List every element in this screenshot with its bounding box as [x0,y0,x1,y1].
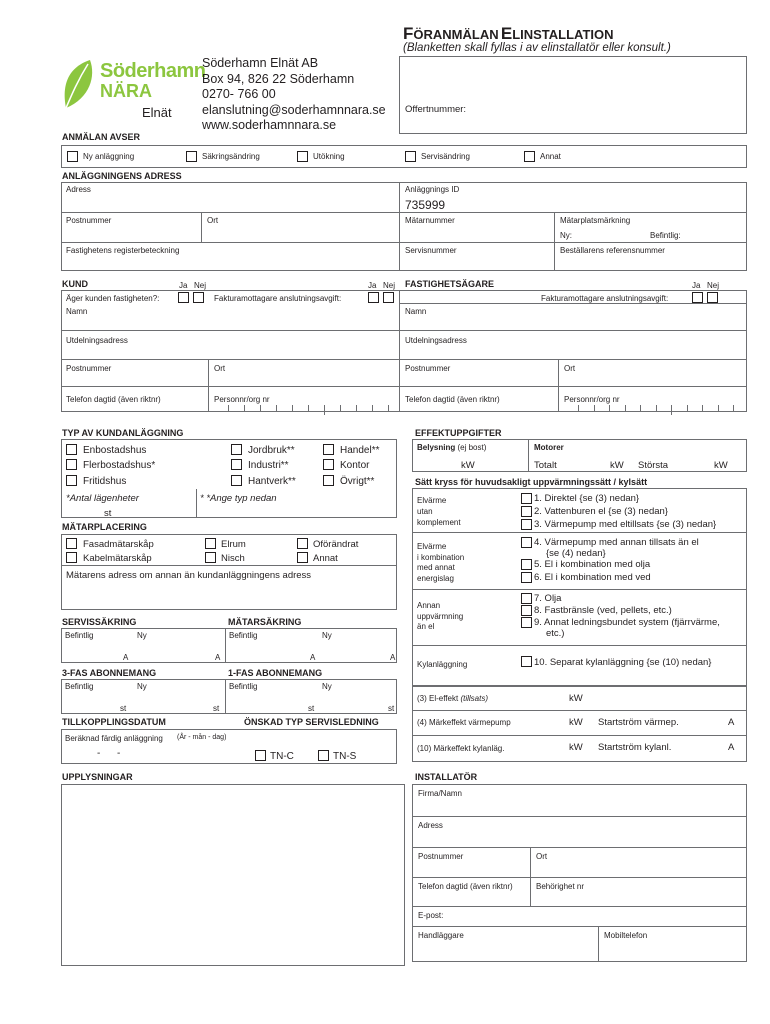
section-servissakring: SERVISSÄKRING [62,617,137,627]
label-beraknad-fardig: Beräknad färdig anläggning [65,734,163,743]
checkbox-flerbostadshus[interactable] [66,459,77,470]
adress-box [61,182,747,271]
personnr-tick [388,405,389,411]
unit-1fas-befintlig: st [308,704,315,713]
label-handel: Handel** [340,445,380,456]
g2-line2: i kombination [417,552,465,562]
agare-ja-label: Ja [692,281,701,290]
unit-3fas-befintlig: st [120,704,127,713]
field-kund-telefon[interactable]: Telefon dagtid (även riktnr) [66,395,161,404]
form-title: FÖRANMÄLAN ELINSTALLATION [403,24,614,43]
checkbox-industri[interactable] [231,459,242,470]
personnr-tick [260,405,261,411]
checkbox-uppv-1[interactable] [521,493,532,504]
label-anlaggnings-id: Anläggnings ID [405,185,460,194]
personnr-tick [609,405,610,411]
ej-bost-text: (ej bost) [457,443,487,452]
label-nisch: Nisch [221,553,245,564]
section-kund: KUND [62,279,88,289]
field-matarens-adress[interactable]: Mätarens adress om annan än kundanläggningens adress [66,570,312,581]
personnr-tick [671,405,672,415]
field-kund-postnummer[interactable]: Postnummer [66,364,112,373]
checkbox-enbostadshus[interactable] [66,444,77,455]
label-kund-fakturamottagare: Fakturamottagare anslutningsavgift: [214,294,342,303]
field-postnummer[interactable]: Postnummer [66,216,112,225]
group-elvarme-kombination [417,542,464,584]
checkbox-agare-faktura-ja[interactable] [692,292,703,303]
label-oforandrat: Oförändrat [313,539,359,550]
unit-3fas-ny: st [213,704,220,713]
company-logo [60,58,206,120]
field-handlaggare[interactable]: Handläggare [418,931,464,940]
personnr-tick [718,405,719,411]
label-uppv-3: 3. Värmepump med eltillsats {se (3) nedan} [534,519,717,530]
personnr-tick [340,405,341,411]
label-flerbostadshus: Flerbostadshus* [83,460,156,471]
label-tn-c: TN-C [270,751,294,762]
section-effektuppgifter: EFFEKTUPPGIFTER [415,428,502,438]
label-kabelmatarskap: Kabelmätarskåp [83,553,152,564]
personnr-tick [640,405,641,411]
g1-line3: komplement [417,518,461,527]
field-kund-utdelningsadress[interactable]: Utdelningsadress [66,336,128,345]
r3-text: (3) El-effekt [417,694,459,703]
label-uppv-2: 2. Vattenburen el {se (3) nedan} [534,506,668,517]
personnr-tick [372,405,373,411]
personnr-tick [687,405,688,411]
upplysningar-textarea[interactable] [61,784,405,966]
company-phone: 0270- 766 00 [202,87,276,101]
personnr-tick [356,405,357,411]
checkbox-uppv-7[interactable] [521,593,532,604]
field-agare-ort[interactable]: Ort [564,364,576,373]
field-antal-lagenheter[interactable]: st [104,508,112,519]
field-matarsakring-ny[interactable]: Ny [322,631,332,640]
g2-line4: energislag [417,573,454,583]
field-installator-postnummer[interactable]: Postnummer [418,852,464,861]
group-annan-uppvarmning [417,601,463,633]
checkbox-uppv-5[interactable] [521,559,532,570]
label-agare-fakturamottagare: Fakturamottagare anslutningsavgift: [541,294,669,303]
checkbox-tn-c[interactable] [255,750,266,761]
personnr-tick [308,405,309,411]
checkbox-fritidshus[interactable] [66,475,77,486]
kund-faktura-nej-label: Nej [383,281,396,290]
label-matarplacering-annat: Annat [313,553,338,564]
field-agare-personnr[interactable]: Personnr/org nr [564,395,620,404]
field-installator-adress[interactable]: Adress [418,821,443,830]
checkbox-ovrigt[interactable] [323,475,334,486]
label-industri: Industri** [248,460,289,471]
field-servissakring-ny[interactable]: Ny [137,631,147,640]
label-uppv-1: 1. Direktel {se (3) nedan} [534,493,640,504]
field-varmepump-kw[interactable]: kW [569,717,583,728]
checkbox-kund-faktura-nej[interactable] [383,292,394,303]
label-sakringsandring: Säkringsändring [202,152,260,161]
field-1fas-befintlig[interactable]: Befintlig [229,682,258,691]
label-el-effekt [417,694,488,703]
label-fritidshus: Fritidshus [83,476,127,487]
offer-number-field[interactable] [399,56,747,134]
label-belysning [417,443,486,452]
unit-1fas-ny: st [388,704,395,713]
field-bestallarens-referens[interactable]: Beställarens referensnummer [560,246,665,255]
personnr-tick [228,405,229,411]
field-servisnummer[interactable]: Servisnummer [405,246,457,255]
label-uppv-5: 5. El i kombination med olja [534,559,651,570]
g3-line1: Annan [417,601,441,610]
g1-line2: utan [417,507,433,516]
label-uppv-9-etc: etc.) [546,628,565,639]
section-anlaggningens-adress: ANLÄGGNINGENS ADRESS [62,171,182,181]
company-info [202,56,386,134]
personnr-tick [625,405,626,411]
label-ager-fastigheten: Äger kunden fastigheten?: [66,294,160,303]
label-motorer-totalt: Totalt [534,460,557,471]
checkbox-fasadmatarskap[interactable] [66,538,77,549]
field-startstrom-varmep-a[interactable]: A [728,717,735,728]
r3-tillsats: (tillsats) [460,694,488,703]
label-servisandring: Servisändring [421,152,470,161]
checkbox-ager-nej[interactable] [193,292,204,303]
label-utokning: Utökning [313,152,345,161]
field-servissakring-befintlig[interactable]: Befintlig [65,631,94,640]
agare-nej-label: Nej [707,281,720,290]
anmalan-box [61,145,747,168]
checkbox-ager-ja[interactable] [178,292,189,303]
field-kund-personnr[interactable]: Personnr/org nr [214,395,270,404]
section-fastighetsagare: FASTIGHETSÄGARE [405,279,495,289]
checkbox-annat[interactable] [524,151,535,162]
label-antal-lagenheter: *Antal lägenheter [66,493,139,504]
unit-servissakring-ny: A [215,653,221,662]
field-kund-ort[interactable]: Ort [214,364,226,373]
field-ort[interactable]: Ort [207,216,219,225]
kund-faktura-ja-label: Ja [368,281,377,290]
section-anmalan-avser: ANMÄLAN AVSER [62,132,140,142]
field-mobiltelefon[interactable]: Mobiltelefon [604,931,648,940]
personnr-tick [578,405,579,411]
label-uppv-9: 9. Annat ledningsbundet system (fjärrvärme, [534,617,720,628]
checkbox-uppv-2[interactable] [521,506,532,517]
checkbox-uppv-4[interactable] [521,537,532,548]
checkbox-elrum[interactable] [205,538,216,549]
group-elvarme-utan-komplement [417,495,461,528]
personnr-tick [292,405,293,411]
checkbox-hantverk[interactable] [231,475,242,486]
kund-box [61,290,747,412]
checkbox-tn-s[interactable] [318,750,329,761]
checkbox-nisch[interactable] [205,552,216,563]
field-agare-telefon[interactable]: Telefon dagtid (även riktnr) [405,395,500,404]
g3-line3: än el [417,622,435,631]
checkbox-handel[interactable] [323,444,334,455]
checkbox-uppv-9[interactable] [521,617,532,628]
company-name: Söderhamn Elnät AB [202,56,319,70]
checkbox-servisandring[interactable] [405,151,416,162]
field-el-effekt-kw[interactable]: kW [569,693,583,704]
company-website: www.soderhamnnara.se [202,118,337,132]
leaf-logo-icon [60,58,100,110]
label-uppv-7: 7. Olja [534,593,562,604]
g1-line1: Elvärme [417,496,447,505]
section-1-fas-abonnemang: 1-FAS ABONNEMANG [228,668,323,678]
logo-text-nara: NÄRA [100,81,152,101]
section-matarplacering: MÄTARPLACERING [62,522,147,532]
section-3-fas-abonnemang: 3-FAS ABONNEMANG [62,668,157,678]
checkbox-kund-faktura-ja[interactable] [368,292,379,303]
field-adress[interactable]: Adress [66,185,91,194]
field-1fas-ny[interactable]: Ny [322,682,332,691]
checkbox-agare-faktura-nej[interactable] [707,292,718,303]
field-belysning-kw[interactable]: kW [461,460,475,471]
company-address: Box 94, 826 22 Söderhamn [202,71,355,86]
field-matarsakring-befintlig[interactable]: Befintlig [229,631,258,640]
field-installator-ort[interactable]: Ort [536,852,548,861]
label-markeffekt-varmepump: (4) Märkeffekt värmepump [417,718,511,727]
label-hantverk: Hantverk** [248,476,296,487]
checkbox-utokning[interactable] [297,151,308,162]
label-kylanlaggning: Kylanläggning [417,660,468,669]
checkbox-sakringsandring[interactable] [186,151,197,162]
checkbox-oforandrat[interactable] [297,538,308,549]
field-3fas-ny[interactable]: Ny [137,682,147,691]
label-motorer-storsta: Största [638,460,669,471]
field-startstrom-kylanl-a[interactable]: A [728,742,735,753]
label-satt-kryss: Sätt kryss för huvudsakligt uppvärmningssätt / kylsätt [415,477,648,487]
personnr-tick [594,405,595,411]
field-3fas-befintlig[interactable]: Befintlig [65,682,94,691]
field-motorer-totalt-kw[interactable]: kW [610,460,624,471]
checkbox-ny-anlaggning[interactable] [67,151,78,162]
label-datumformat: (År - mån - dag) [177,734,227,741]
belysning-text: Belysning [417,443,456,452]
personnr-tick [324,405,325,415]
label-uppv-8: 8. Fastbränsle (ved, pellets, etc.) [534,605,672,616]
checkbox-jordbruk[interactable] [231,444,242,455]
label-jordbruk: Jordbruk** [248,445,295,456]
personnr-tick [244,405,245,411]
personnr-tick [276,405,277,411]
g2-line1: Elvärme [417,542,447,551]
field-matarnummer[interactable]: Mätarnummer [405,216,455,225]
section-onskad-typ-servisledning: ÖNSKAD TYP SERVISLEDNING [244,717,379,727]
field-matarplats-ny[interactable]: Ny: [560,231,572,240]
label-uppv-6: 6. El i kombination med ved [534,572,651,583]
kund-nej-label: Nej [194,281,207,290]
field-installator-telefon[interactable]: Telefon dagtid (även riktnr) [418,882,513,891]
checkbox-uppv-6[interactable] [521,572,532,583]
field-tillkopplingsdatum[interactable]: - - [97,748,121,759]
label-tn-s: TN-S [333,751,357,762]
form-subtitle: (Blanketten skall fyllas i av elinstallatör eller konsult.) [403,42,671,54]
section-matarsakring: MÄTARSÄKRING [228,617,302,627]
field-anlaggnings-id[interactable]: 735999 [405,198,446,212]
unit-servissakring-befintlig: A [123,653,129,662]
label-kyl-10: 10. Separat kylanläggning {se (10) nedan} [534,657,712,668]
field-behorighet-nr[interactable]: Behörighet nr [536,882,585,891]
checkbox-kyl-10[interactable] [521,656,532,667]
label-uppv-4-ref: {se (4) nedan} [546,548,606,559]
unit-matarsakring-befintlig: A [310,653,316,662]
section-tillkopplingsdatum: TILLKOPPLINGSDATUM [62,717,166,727]
g3-line2: uppvärmning [417,611,464,621]
field-ange-typ[interactable]: * *Ange typ nedan [200,493,277,504]
field-agare-postnummer[interactable]: Postnummer [405,364,451,373]
logo-text-elnat: Elnät [142,105,172,120]
section-typ-av-kundanlaggning: TYP AV KUNDANLÄGGNING [62,428,184,438]
offer-number-label: Offertnummer: [405,104,467,115]
checkbox-kontor[interactable] [323,459,334,470]
label-motorer: Motorer [534,443,564,452]
personnr-tick [702,405,703,411]
label-matarplatsmarkning: Mätarplatsmärkning [560,216,631,225]
unit-matarsakring-ny: A [390,653,396,662]
kund-ja-label: Ja [179,281,188,290]
field-agare-utdelningsadress[interactable]: Utdelningsadress [405,336,467,345]
field-motorer-storsta-kw[interactable]: kW [714,460,728,471]
section-upplysningar: UPPLYSNINGAR [62,772,133,782]
field-matarplats-befintlig[interactable]: Befintlig: [650,231,681,240]
field-kylanlag-kw[interactable]: kW [569,742,583,753]
field-epost[interactable]: E-post: [418,911,444,920]
label-enbostadshus: Enbostadshus [83,445,147,456]
label-startstrom-varmep: Startström värmep. [598,717,679,728]
field-firma-namn[interactable]: Firma/Namn [418,789,463,798]
label-markeffekt-kylanlag: (10) Märkeffekt kylanläg. [417,744,505,753]
section-installator: INSTALLATÖR [415,772,478,782]
checkbox-matarplacering-annat[interactable] [297,552,308,563]
label-kontor: Kontor [340,460,370,471]
company-email: elanslutning@soderhamnnara.se [202,102,386,117]
label-ny-anlaggning: Ny anläggning [83,152,135,161]
checkbox-kabelmatarskap[interactable] [66,552,77,563]
field-kund-namn[interactable]: Namn [66,307,88,316]
field-agare-namn[interactable]: Namn [405,307,427,316]
label-elrum: Elrum [221,539,246,550]
label-ovrigt: Övrigt** [340,476,375,487]
label-startstrom-kylanl: Startström kylanl. [598,742,672,753]
label-annat: Annat [540,152,561,161]
g2-line3: med annat [417,563,455,572]
personnr-tick [733,405,734,411]
label-fasadmatarskap: Fasadmätarskåp [83,539,154,550]
checkbox-uppv-8[interactable] [521,605,532,616]
personnr-tick [656,405,657,411]
checkbox-uppv-3[interactable] [521,519,532,530]
label-uppv-4: 4. Värmepump med annan tillsats än el [534,537,699,548]
logo-text-soderhamn: Söderhamn [100,60,206,82]
field-fastighetsbeteckning[interactable]: Fastighetens registerbeteckning [66,246,180,255]
